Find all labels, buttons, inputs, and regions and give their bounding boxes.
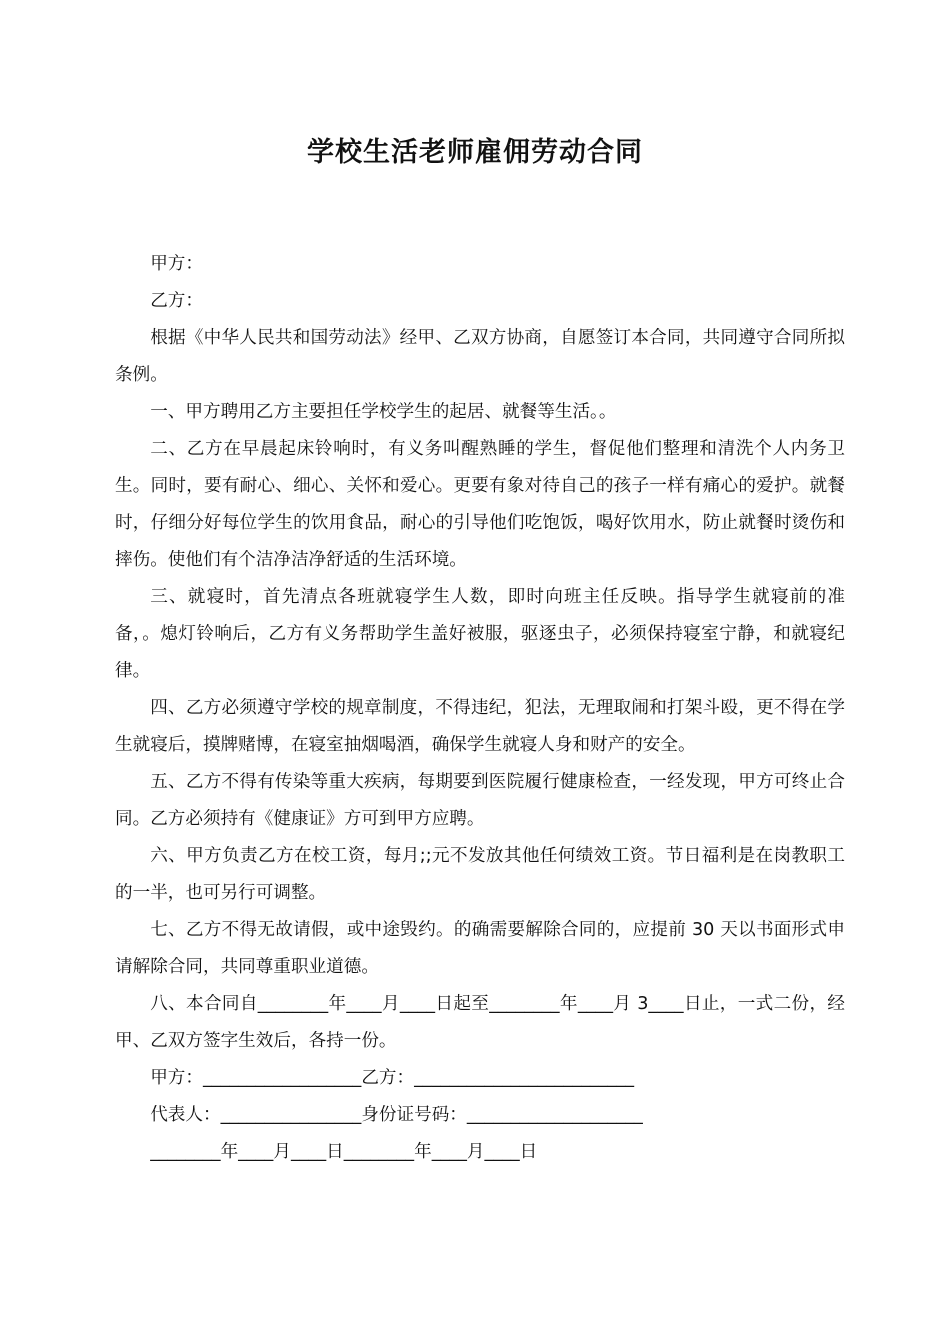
- signature-party-a: 甲方：__________________: [150, 1068, 362, 1088]
- signature-id-number: 身份证号码：____________________: [361, 1105, 643, 1125]
- clause-1: 一、甲方聘用乙方主要担任学校学生的起居、就餐等生活。。: [150, 402, 617, 422]
- signature-representative: 代表人：________________: [150, 1105, 362, 1125]
- intro-paragraph: 根据《中华人民共和国劳动法》经甲、乙双方协商，自愿签订本合同，共同遵守合同所拟条例。: [115, 328, 845, 385]
- clause-2: 二、乙方在早晨起床铃响时，有义务叫醒熟睡的学生，督促他们整理和清洗个人内务卫生。同时，要有耐心、细心、关怀和爱心。更要有象对待自己的孩子一样有痛心的爱护。就餐时，仔细分好每位学生的饮用食品，耐心的引导他们吃饱饭，喝好饮用水，防止就餐时烫伤和摔伤。使他们有个洁净洁净舒适的生活环境。: [115, 439, 845, 570]
- signature-party-b: 乙方：_________________________: [361, 1068, 635, 1088]
- party-a-line: 甲方：: [150, 254, 203, 274]
- signature-representative-row: [115, 1097, 845, 1134]
- clause-7: 七、乙方不得无故请假，或中途毁约。的确需要解除合同的，应提前 30 天以书面形式申请解除合同，共同尊重职业道德。: [115, 920, 845, 977]
- clause-8: 八、本合同自________年____月____日起至________年____月 3____日止，一式二份，经甲、乙双方签字生效后，各持一份。: [115, 994, 845, 1051]
- party-b-line: 乙方：: [150, 291, 203, 311]
- clause-6: 六、甲方负责乙方在校工资，每月;;元不发放其他任何绩效工资。节日福利是在岗教职工的一半，也可另行可调整。: [115, 846, 845, 903]
- signature-date-row: [115, 1134, 845, 1171]
- document-body: [115, 246, 845, 1171]
- document-title: 学校生活老师雇佣劳动合同: [307, 137, 643, 168]
- clause-4: 四、乙方必须遵守学校的规章制度，不得违纪，犯法，无理取闹和打架斗殴，更不得在学生就寝后，摸牌赌博，在寝室抽烟喝酒，确保学生就寝人身和财产的安全。: [115, 698, 845, 755]
- signature-date: ________年____月____日________年____月____日: [150, 1142, 538, 1162]
- signature-parties-row: [115, 1060, 845, 1097]
- clause-3: 三、就寝时，首先清点各班就寝学生人数，即时向班主任反映。指导学生就寝前的准备，。熄灯铃响后，乙方有义务帮助学生盖好被服，驱逐虫子，必须保持寝室宁静，和就寝纪律。: [115, 587, 845, 681]
- clause-5: 五、乙方不得有传染等重大疾病，每期要到医院履行健康检查，一经发现，甲方可终止合同。乙方必须持有《健康证》方可到甲方应聘。: [115, 772, 845, 829]
